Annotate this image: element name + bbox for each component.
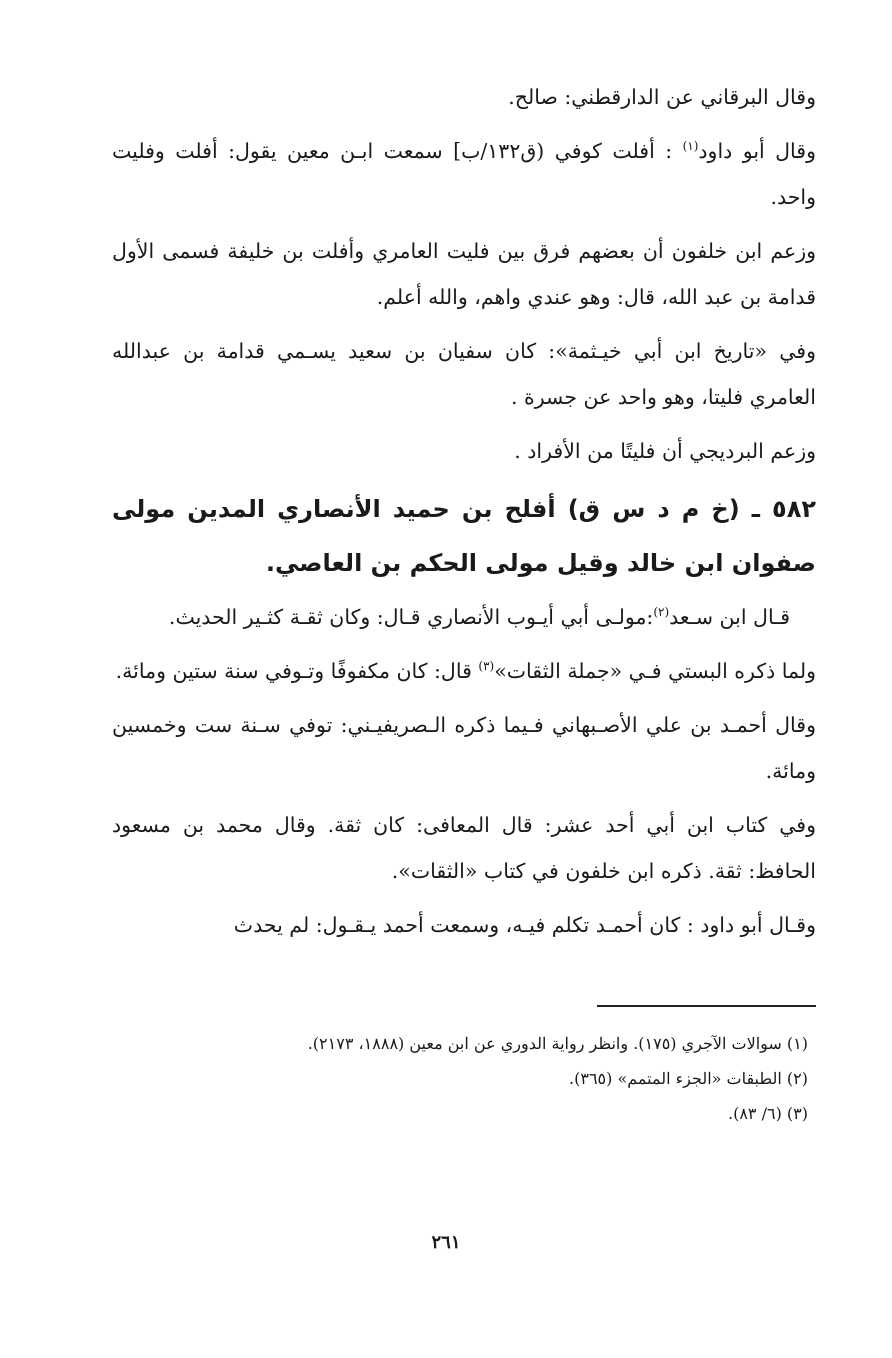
footnote-ref[interactable]: (٣) <box>478 659 495 674</box>
paragraph: وقـال أبو داود : كان أحمـد تكلم فيـه، وسمعت أحمد يـقـول: لم يحدث <box>233 913 816 937</box>
main-text <box>112 74 816 956</box>
paragraph: وزعم ابن خلفون أن بعضهم فرق بين فليت العامري وأفلت بن خليفة فسمى الأول قدامة بن عبد الله، قال: وهو عندي واهم، والله أعلم. <box>112 239 816 309</box>
footnote: (٢) الطبقات «الجزء المتمم» (٣٦٥). <box>569 1069 808 1088</box>
page-number: ٢٦١ <box>431 1232 461 1253</box>
paragraph: وقال البرقاني عن الدارقطني: صالح. <box>508 85 816 109</box>
footnote-divider <box>597 1005 816 1007</box>
paragraph: وفي «تاريخ ابن أبي خيـثمة»: كان سفيان بن سعيد يسـمي قدامة بن عبدالله العامري فليتا، وهو واحد عن جسرة . <box>112 339 816 409</box>
paragraph: وقال أبو داود$^{(١)}$ : أفلت كوفي (ق١٣٢/ب] سمعت ابـن معين يقول: أفلت وفليت واحد. <box>112 139 817 209</box>
footnote-ref[interactable]: (٢) <box>653 605 670 620</box>
footnote-ref[interactable]: (١) <box>682 139 699 154</box>
entry-heading: ٥٨٢ ـ (خ م د س ق) أفلح بن حميد الأنصاري المدين مولى صفوان ابن خالد وقيل مولى الحكم بن العاصي. <box>112 495 816 577</box>
footnote: (١) سوالات الآجري (١٧٥). وانظر رواية الدوري عن ابن معين (١٨٨٨، ٢١٧٣). <box>307 1034 808 1053</box>
paragraph: وقال أحمـد بن علي الأصـبهاني فـيما ذكره الـصريفيـني: توفي سـنة ست وخمسين ومائة. <box>112 713 816 783</box>
paragraph: وزعم البرديجي أن فليتًا من الأفراد . <box>514 439 816 463</box>
footnotes <box>112 1026 808 1131</box>
paragraph: ولما ذكره البستي فـي «جملة الثقات»$^{(٣)}$ قال: كان مكفوفًا وتـوفي سنة ستين ومائة. <box>115 659 816 683</box>
paragraph: قـال ابن سـعد$^{(٢)}$:مولـى أبي أيـوب الأنصاري قـال: وكان ثقـة كثـير الحديث. <box>168 605 790 629</box>
paragraph: وفي كتاب ابن أبي أحد عشر: قال المعافى: كان ثقة. وقال محمد بن مسعود الحافظ: ثقة. ذكره ابن خلفون في كتاب «الثقات». <box>112 813 816 883</box>
footnote: (٣) (٦/ ٨٣). <box>727 1104 808 1123</box>
